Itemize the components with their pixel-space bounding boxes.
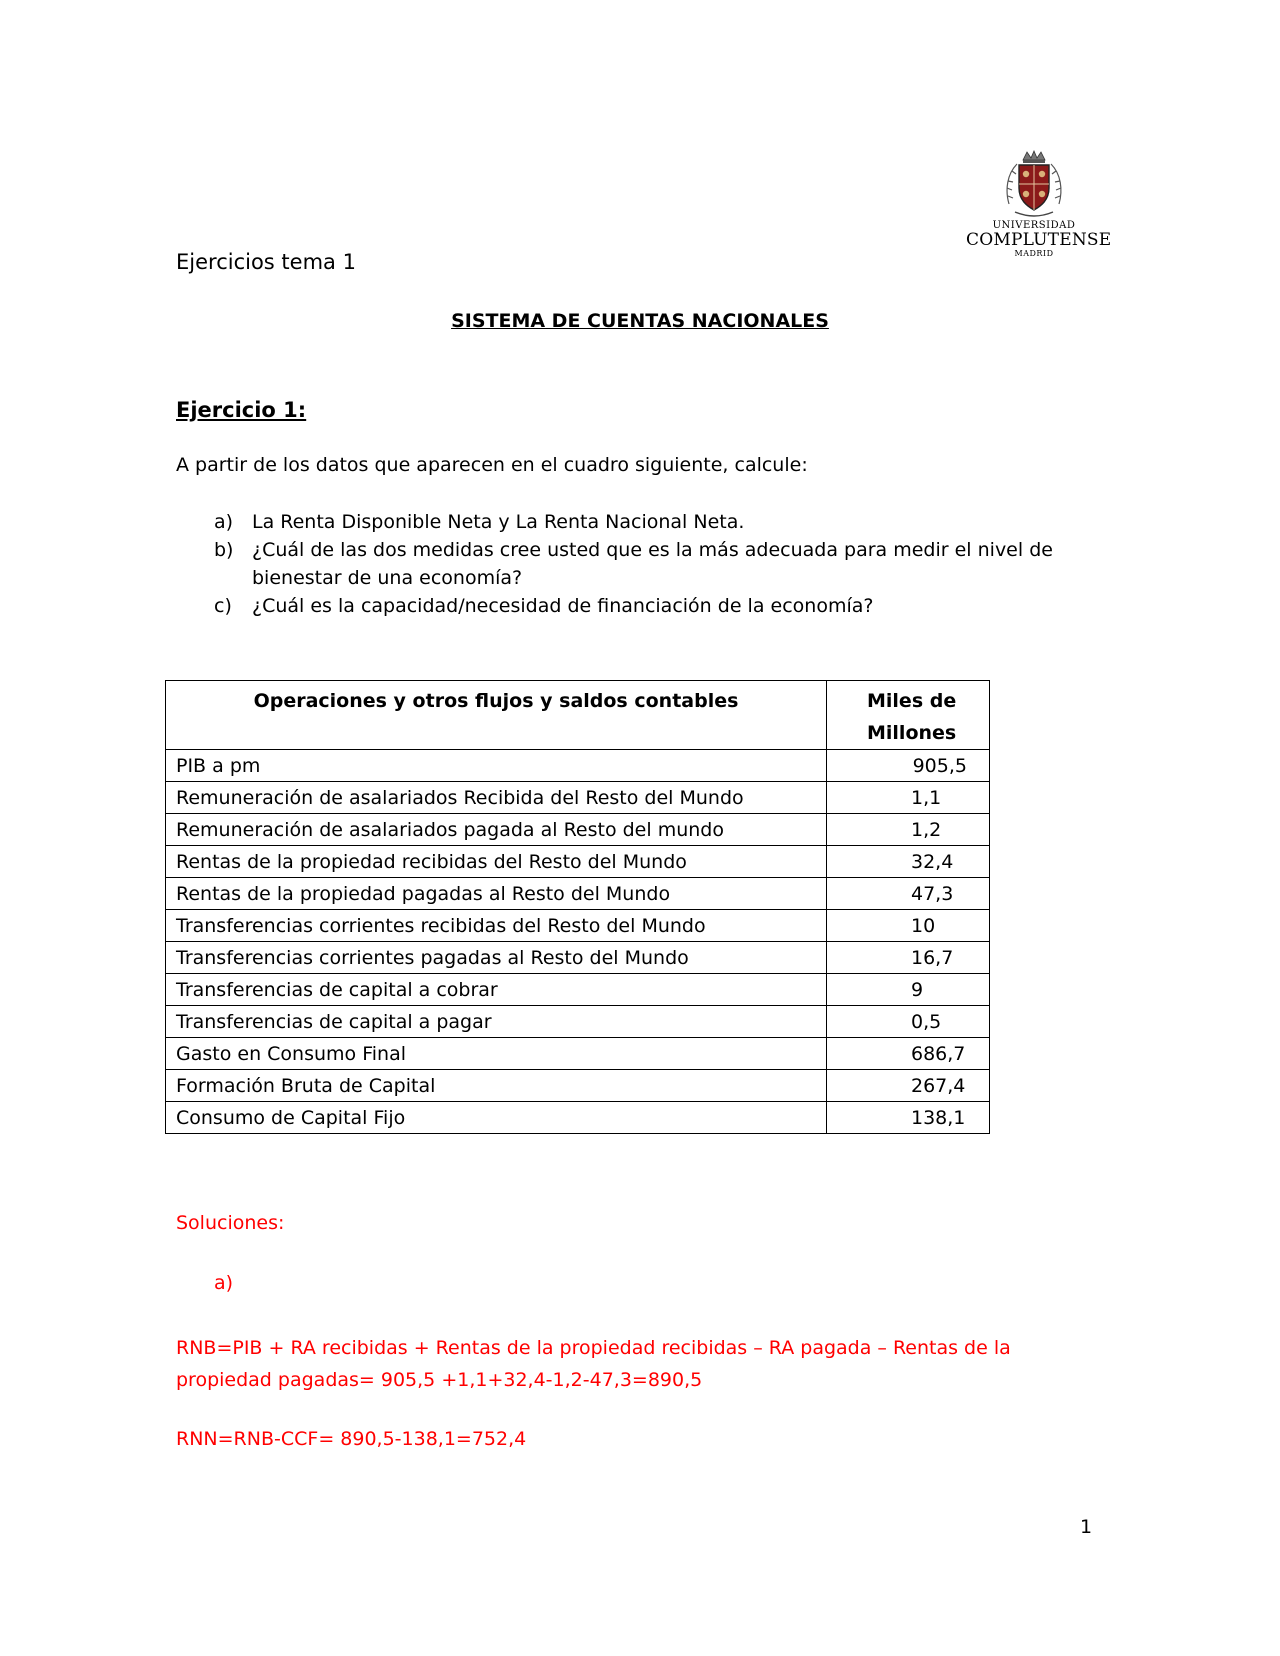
row-value: 32,4 — [827, 846, 990, 878]
row-value: 16,7 — [827, 942, 990, 974]
row-label: Rentas de la propiedad recibidas del Resto del Mundo — [166, 846, 827, 878]
logo-line-3: MADRID — [1014, 249, 1054, 258]
row-label: Gasto en Consumo Final — [166, 1038, 827, 1070]
row-label: Rentas de la propiedad pagadas al Resto del Mundo — [166, 878, 827, 910]
rnn-formula: RNN=RNB-CCF= 890,5-138,1=752,4 — [176, 1428, 527, 1450]
table-header-row — [166, 681, 990, 750]
table-row — [166, 974, 990, 1006]
question-item — [214, 592, 1054, 620]
row-label: Consumo de Capital Fijo — [166, 1102, 827, 1134]
row-value: 267,4 — [827, 1070, 990, 1102]
question-item — [214, 508, 1054, 536]
column-header-value-line2: Millones — [867, 722, 957, 744]
page-title: SISTEMA DE CUENTAS NACIONALES — [451, 310, 829, 332]
table-row — [166, 1070, 990, 1102]
row-value: 1,2 — [827, 814, 990, 846]
question-letter: b) — [214, 539, 234, 561]
row-label: Transferencias de capital a pagar — [166, 1006, 827, 1038]
logo-line-2: COMPLUTENSE — [966, 230, 1112, 250]
row-value: 10 — [827, 910, 990, 942]
question-text: ¿Cuál es la capacidad/necesidad de financiación de la economía? — [252, 595, 874, 617]
table-row — [166, 1006, 990, 1038]
row-value: 9 — [827, 974, 990, 1006]
table-row — [166, 750, 990, 782]
row-label: Remuneración de asalariados Recibida del Resto del Mundo — [166, 782, 827, 814]
row-label: Transferencias corrientes pagadas al Resto del Mundo — [166, 942, 827, 974]
row-value: 905,5 — [827, 750, 990, 782]
row-value: 47,3 — [827, 878, 990, 910]
column-header-operations: Operaciones y otros flujos y saldos contables — [166, 681, 827, 750]
table-row — [166, 814, 990, 846]
table-row — [166, 1038, 990, 1070]
question-text: ¿Cuál de las dos medidas cree usted que es la más adecuada para medir el nivel de bienestar de una economía? — [252, 539, 1053, 589]
exercise-heading: Ejercicio 1: — [176, 398, 307, 422]
row-value: 0,5 — [827, 1006, 990, 1038]
row-label: Transferencias de capital a cobrar — [166, 974, 827, 1006]
table-row — [166, 910, 990, 942]
rnb-formula: RNB=PIB + RA recibidas + Rentas de la propiedad recibidas – RA pagada – Rentas de la propiedad pagadas= 905,5 +1,1+32,4-1,2-47,3=890,5 — [176, 1337, 1011, 1391]
question-letter: a) — [214, 511, 234, 533]
question-list — [214, 508, 1054, 620]
table-row — [166, 942, 990, 974]
question-item — [214, 536, 1054, 592]
table-row — [166, 1102, 990, 1134]
crest-icon — [1001, 150, 1067, 218]
table-row — [166, 846, 990, 878]
page-number: 1 — [1080, 1516, 1093, 1538]
university-logo — [966, 150, 1112, 259]
row-label: Formación Bruta de Capital — [166, 1070, 827, 1102]
question-text: La Renta Disponible Neta y La Renta Nacional Neta. — [252, 511, 745, 533]
row-label: PIB a pm — [166, 750, 827, 782]
table-row — [166, 878, 990, 910]
solutions-heading: Soluciones: — [176, 1212, 285, 1234]
header-text: Ejercicios tema 1 — [176, 250, 356, 274]
column-header-value-line1: Miles de — [867, 690, 957, 712]
solution-part-a-label: a) — [214, 1272, 234, 1294]
row-label: Transferencias corrientes recibidas del Resto del Mundo — [166, 910, 827, 942]
row-value: 1,1 — [827, 782, 990, 814]
row-value: 686,7 — [827, 1038, 990, 1070]
exercise-intro: A partir de los datos que aparecen en el cuadro siguiente, calcule: — [176, 454, 808, 476]
logo-line-1: UNIVERSIDAD — [992, 220, 1076, 231]
row-label: Remuneración de asalariados pagada al Resto del mundo — [166, 814, 827, 846]
question-letter: c) — [214, 595, 232, 617]
column-header-value — [827, 681, 990, 750]
accounts-table — [165, 680, 990, 1134]
row-value: 138,1 — [827, 1102, 990, 1134]
table-row — [166, 782, 990, 814]
